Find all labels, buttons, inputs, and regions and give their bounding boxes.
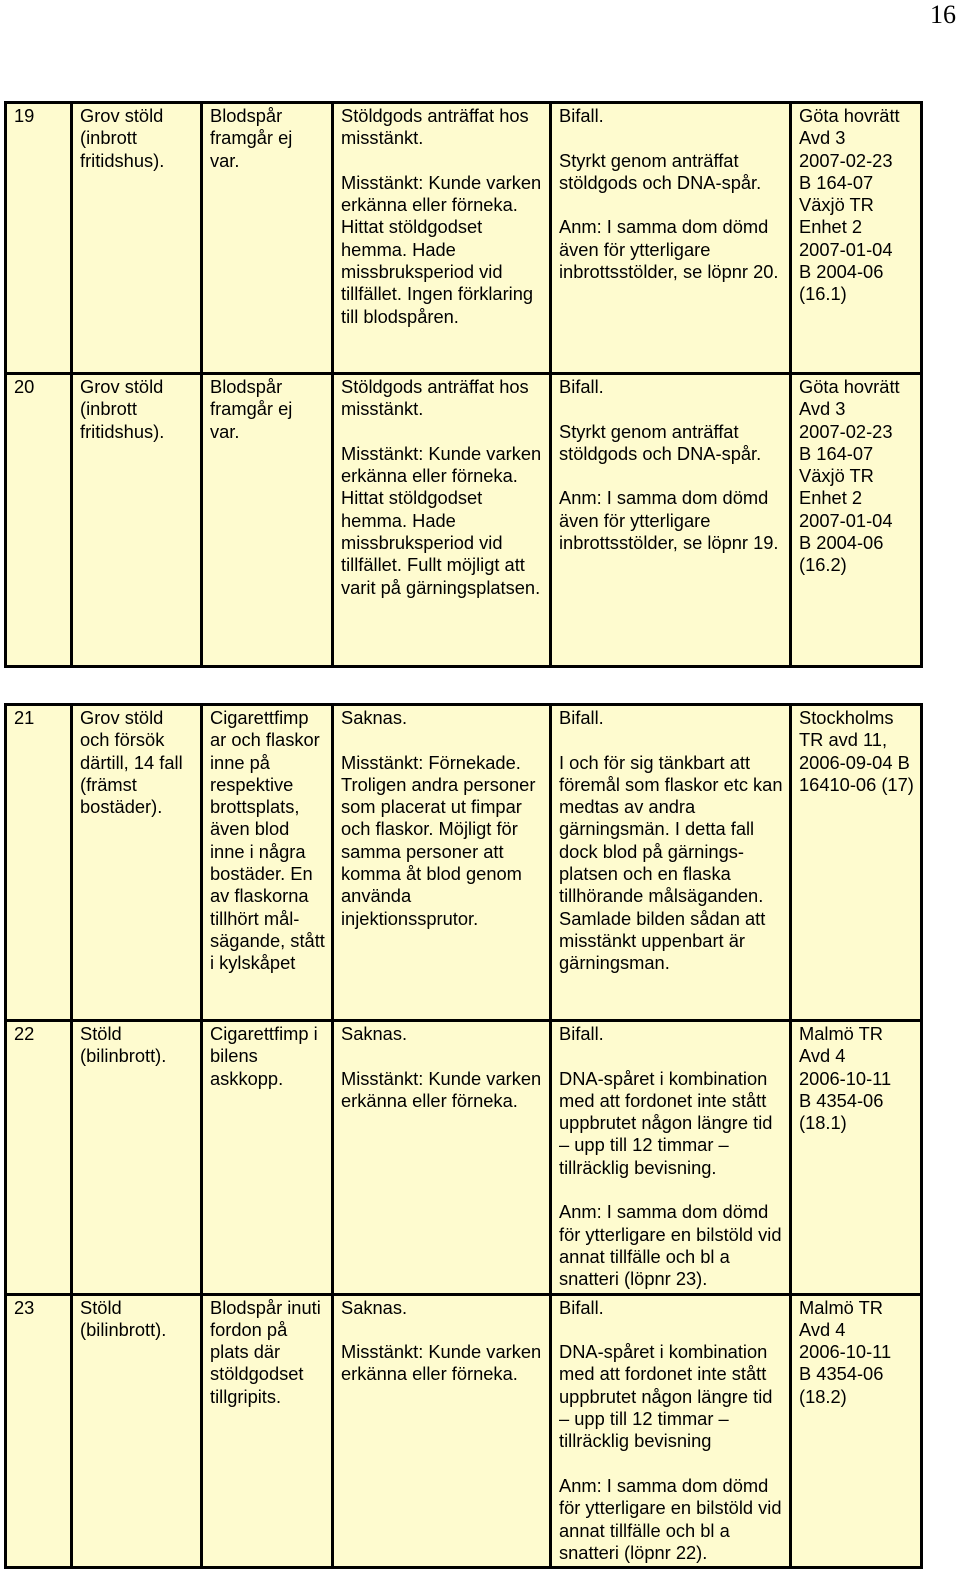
other-evidence-text: Misstänkt: Kunde varken erkänna eller förneka.	[341, 1341, 542, 1385]
other-evidence-text: Stöldgods anträffat hos misstänkt.	[341, 105, 529, 149]
verdict-text: DNA-spåret i kombination med att fordonet inte stått uppbrutet någon längre tid – upp till 12 timmar – tillräcklig bevisning	[559, 1341, 773, 1452]
table-row	[6, 1294, 922, 1568]
other-evidence-text: Misstänkt: Kunde varken erkänna eller förneka.	[341, 1067, 542, 1111]
verdict-text: DNA-spåret i kombination med att fordonet inte stått uppbrutet någon längre tid – upp till 12 timmar – tillräcklig bevisning.	[559, 1067, 773, 1178]
verdict	[551, 1294, 791, 1568]
court-line: 2007-01-04	[799, 509, 893, 531]
verdict	[551, 1021, 791, 1295]
case-number: 23	[6, 1294, 72, 1568]
court-line: Stockholms TR avd 11, 2006-09-04 B 16410-06 (17)	[799, 707, 914, 795]
case-table-2	[4, 703, 923, 1569]
court-line: Göta hovrätt	[799, 105, 900, 126]
court-line: Avd 4	[799, 1318, 846, 1340]
verdict-note: Anm: I samma dom dömd för ytterligare en bilstöld vid annat tillfälle och bl a snatteri (löpnr 23).	[559, 1201, 782, 1290]
court-line: 2007-02-23	[799, 149, 893, 171]
court-line: Göta hovrätt	[799, 376, 900, 397]
other-evidence-text: Saknas.	[341, 1023, 408, 1044]
court-line: B 2004-06	[799, 261, 884, 283]
other-evidence-text: Hittat stöldgodset hemma. Hade missbruksperiod vid tillfället. Fullt möjligt att varit på gärningsplatsen.	[341, 487, 541, 598]
court-line: (18.2)	[799, 1385, 847, 1407]
other-evidence	[333, 1021, 551, 1295]
crime-type: Grov stöld och försök därtill, 14 fall (främst bostäder).	[72, 705, 202, 1021]
other-evidence	[333, 1294, 551, 1568]
court-line: B 164-07	[799, 442, 874, 464]
court-line: (18.1)	[799, 1112, 847, 1134]
page-number: 16	[930, 0, 956, 29]
court-line: Malmö TR	[799, 1023, 883, 1044]
court-line: Malmö TR	[799, 1296, 883, 1318]
court-line: Enhet 2	[799, 487, 863, 509]
court-line: 2006-10-11	[799, 1341, 892, 1363]
verdict-text: Bifall.	[559, 1023, 604, 1044]
court-reference	[791, 103, 922, 374]
other-evidence-text: Misstänkt: Kunde varken erkänna eller förneka.	[341, 442, 542, 487]
case-number: 21	[6, 705, 72, 1021]
court-line: (16.1)	[799, 283, 847, 305]
court-line: Avd 4	[799, 1045, 846, 1067]
crime-type: Stöld (bilinbrott).	[72, 1021, 202, 1295]
verdict-text: Bifall.	[559, 376, 604, 397]
other-evidence	[333, 103, 551, 374]
other-evidence-text: Saknas.	[341, 707, 408, 728]
verdict-text: Bifall.	[559, 707, 604, 728]
court-reference	[791, 705, 922, 1021]
trace-description: Blodspår framgår ej var.	[202, 103, 333, 374]
verdict	[551, 374, 791, 667]
table-row	[6, 705, 922, 1021]
verdict-text: I och för sig tänkbart att föremål som flaskor etc kan medtas av andra gärningsmän. I detta fall dock blod på gärnings-platsen och en flaska tillhörande målsäganden. Samlade bilden sådan att misstänkt uppenbart är gärningsman.	[559, 751, 783, 974]
verdict-text: Styrkt genom anträffat stöldgods och DNA-spår.	[559, 149, 762, 193]
court-line: Avd 3	[799, 127, 846, 149]
other-evidence-text: Hittat stöldgodset hemma. Hade missbruksperiod vid tillfället. Ingen förklaring till blodspåren.	[341, 216, 534, 327]
crime-type: Stöld (bilinbrott).	[72, 1294, 202, 1568]
other-evidence-text: Stöldgods anträffat hos misstänkt.	[341, 376, 529, 420]
table-row	[6, 1021, 922, 1295]
court-line: B 4354-06	[799, 1089, 884, 1111]
case-number: 22	[6, 1021, 72, 1295]
trace-description: Cigarettfimp i bilens askkopp.	[202, 1021, 333, 1295]
court-line: B 164-07	[799, 171, 874, 193]
crime-type: Grov stöld (inbrott fritidshus).	[72, 374, 202, 667]
court-line: 2007-02-23	[799, 420, 893, 442]
court-line: B 4354-06	[799, 1363, 884, 1385]
court-line: Växjö TR	[799, 465, 874, 487]
table-row	[6, 374, 922, 667]
court-line: Växjö TR	[799, 194, 874, 216]
case-table-1	[4, 101, 923, 668]
verdict-note: Anm: I samma dom dömd för ytterligare en bilstöld vid annat tillfälle och bl a snatteri (löpnr 22).	[559, 1474, 782, 1563]
case-number: 20	[6, 374, 72, 667]
court-reference	[791, 1294, 922, 1568]
court-line: (16.2)	[799, 554, 847, 576]
trace-description: Cigarettfimp ar och flaskor inne på respektive brottsplats, även blod inne i några bostäder. En av flaskorna tillhört mål-sägande, stått i kylskåpet	[202, 705, 333, 1021]
court-line: 2007-01-04	[799, 238, 893, 260]
other-evidence-text: Saknas.	[341, 1296, 408, 1318]
court-line: 2006-10-11	[799, 1067, 892, 1089]
verdict-text: Styrkt genom anträffat stöldgods och DNA-spår.	[559, 420, 762, 464]
crime-type: Grov stöld (inbrott fritidshus).	[72, 103, 202, 374]
case-number: 19	[6, 103, 72, 374]
trace-description: Blodspår framgår ej var.	[202, 374, 333, 667]
table-row	[6, 103, 922, 374]
court-line: B 2004-06	[799, 532, 884, 554]
court-reference	[791, 1021, 922, 1295]
trace-description: Blodspår inuti fordon på plats där stöldgodset tillgripits.	[202, 1294, 333, 1568]
court-line: Enhet 2	[799, 216, 863, 238]
verdict-note: Anm: I samma dom dömd även för ytterligare inbrottsstölder, se löpnr 20.	[559, 216, 779, 283]
verdict-note: Anm: I samma dom dömd även för ytterligare inbrottsstölder, se löpnr 19.	[559, 487, 779, 554]
court-reference	[791, 374, 922, 667]
other-evidence	[333, 374, 551, 667]
other-evidence-text: Misstänkt: Förnekade. Troligen andra personer som placerat ut fimpar och flaskor. Möjligt för samma personer att komma åt blod genom använda injektionssprutor.	[341, 751, 536, 929]
verdict-text: Bifall.	[559, 105, 604, 126]
verdict	[551, 103, 791, 374]
other-evidence-text: Misstänkt: Kunde varken erkänna eller förneka.	[341, 171, 542, 216]
verdict	[551, 705, 791, 1021]
other-evidence	[333, 705, 551, 1021]
verdict-text: Bifall.	[559, 1296, 604, 1318]
court-line: Avd 3	[799, 398, 846, 420]
